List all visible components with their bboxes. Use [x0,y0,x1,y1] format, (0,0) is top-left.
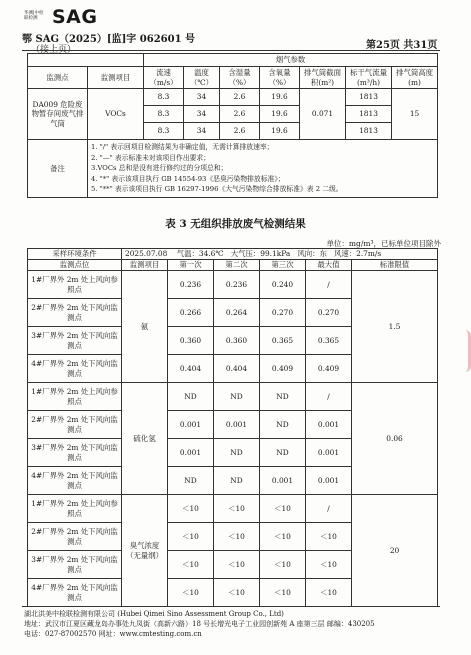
cell: / [306,495,352,523]
cell: 34 [184,123,220,140]
cell: ND [168,383,214,411]
note-line: 3.VOCs 总和是没有进行修约过的分项总和； [91,164,228,173]
cell: ND [260,411,306,439]
cell: 34 [184,89,220,106]
flue-group-header: 烟气参数 [144,54,438,67]
unit-note: 单位：mg/m³，已标单位项目除外 [326,239,441,248]
cell: 19.6 [260,123,300,140]
air-pressure: 大气压：99.1kPa [230,249,291,259]
company-logo: SAG [52,6,98,28]
standard-limit: 0.06 [352,383,438,495]
cell: ND [168,467,214,495]
monitoring-point: 2#厂界外 2m 处下风向监测点 [28,523,122,551]
cell: ＜10 [260,495,306,523]
cell: 0.266 [168,299,214,327]
cell: 2.6 [220,123,260,140]
cell: 0.409 [260,355,306,383]
note-line: 2. "—" 表示标准未对该项目作出要求； [91,153,211,162]
cell: 19.6 [260,89,300,106]
cell: / [306,271,352,299]
table-row [28,383,438,411]
col-header: 第二次 [214,260,260,271]
cell: 0.360 [214,327,260,355]
seal-stamp [458,330,471,372]
cell: ＜10 [260,523,306,551]
cell: 0.240 [260,271,306,299]
cell: 2.6 [220,89,260,106]
col-header: 第三次 [260,260,306,271]
cell: 0.264 [214,299,260,327]
cell: 1813 [346,123,392,140]
note-line: 4. "*" 表示该项目执行 GB 14554-93《恶臭污染物排放标准》； [91,174,285,183]
cell: 0.270 [260,299,306,327]
cell: 0.001 [260,467,306,495]
notes-label: 备注 [28,140,88,198]
wind-speed: 风速：2.7m/s [333,249,382,259]
cell: 0.001 [214,411,260,439]
conditions-label: 采样环境条件 [28,249,122,260]
cell: 1813 [346,89,392,106]
monitoring-point: 3#厂界外 2m 处下风向监测点 [28,327,122,355]
monitoring-point: 3#厂界外 2m 处下风向监测点 [28,551,122,579]
cell: 0.404 [168,355,214,383]
monitoring-item: 氨 [122,271,168,383]
col-header: 温度（℃） [184,67,220,89]
table3-body [28,271,438,607]
standard-limit: 20 [352,495,438,607]
page-number: 第25页 共31页 [366,40,438,51]
col-header: 最大值 [306,260,352,271]
monitoring-point: DA009 危险废物暂存间废气排气筒 [28,89,88,140]
cell: ND [260,439,306,467]
monitoring-point: 3#厂界外 2m 处下风向监测点 [28,439,122,467]
table3-title: 表 3 无组织排放废气检测结果 [165,218,306,230]
cell: 0.365 [306,327,352,355]
footer-company: 湖北洪美中检联检测有限公司 (Hubei Qimei Sino Assessment Group Co., Ltd) [24,610,284,618]
standard-limit: 1.5 [352,271,438,383]
cell: 8.3 [144,106,184,123]
continued-label: （接上页） [31,45,77,55]
table-row [28,495,438,523]
header-divider [22,50,440,51]
cell: 2.6 [220,106,260,123]
note-line: 1. "/" 表示回项目检测结果为非确定值，无需计算排放速率； [91,143,274,152]
cell: ＜10 [214,523,260,551]
cell: ＜10 [214,495,260,523]
col-header: 监测点位 [28,260,122,271]
flue-header-row [28,67,438,89]
footer-contact: 电话：027-87002570 网址：www.cmtesting.com.cn [24,630,202,638]
cell: 34 [184,106,220,123]
cell: ＜10 [306,523,352,551]
company-logo-text: 华测|中检联检测 [24,11,44,21]
cell: 0.236 [214,271,260,299]
monitoring-point: 4#厂界外 2m 处下风向监测点 [28,579,122,607]
stack-height: 15 [392,89,438,140]
monitoring-point: 4#厂界外 2m 处下风向监测点 [28,355,122,383]
col-header: 监测项目 [88,67,144,89]
cell: 0.001 [306,411,352,439]
cell: / [306,383,352,411]
col-header: 监测点 [28,67,88,89]
cell: ＜10 [306,579,352,607]
monitoring-point: 2#厂界外 2m 处下风向监测点 [28,411,122,439]
monitoring-item: 硫化氢 [122,383,168,495]
monitoring-item: VOCs [88,89,144,140]
wind-direction: 风向：东 [297,249,327,259]
monitoring-point: 2#厂界外 2m 处下风向监测点 [28,299,122,327]
report-number: 鄂 SAG（2025）[监]字 062601 号 [22,34,196,45]
cell: 0.360 [168,327,214,355]
cell: ＜10 [168,495,214,523]
footer-address: 地址：武汉市江夏区藏龙岛办事处九凤街（高新六路）18 号长增光电子工业园创新苑 A 座第三层 邮编：430205 [24,620,375,628]
cell: ND [214,439,260,467]
stack-area: 0.071 [300,89,346,140]
cell: 0.404 [214,355,260,383]
cell: ＜10 [260,551,306,579]
cell: 0.001 [306,439,352,467]
cell: 1813 [346,106,392,123]
cell: 19.6 [260,106,300,123]
monitoring-point: 1#厂界外 2m 处上风向参照点 [28,495,122,523]
col-header: 监测项目 [122,260,168,271]
footer-divider [22,606,440,607]
notes-block [88,140,438,198]
conditions-values [122,249,438,260]
cell: 8.3 [144,123,184,140]
cell: 0.236 [168,271,214,299]
cell: ＜10 [168,579,214,607]
flue-gas-table [27,53,438,198]
cell: ＜10 [168,523,214,551]
conditions-row [28,249,438,260]
cell: 0.001 [168,411,214,439]
cell: ＜10 [260,579,306,607]
note-line: 5. "**" 表示该项目执行 GB 16297-1996《大气污染物综合排放标准》表 2 二级。 [91,185,343,194]
cell: 0.409 [306,355,352,383]
cell: ND [214,467,260,495]
cell: ＜10 [214,551,260,579]
cell: 8.3 [144,89,184,106]
cell: 0.365 [260,327,306,355]
cell: ND [214,383,260,411]
col-header: 标准限值 [352,260,438,271]
col-header: 含氧量（%） [260,67,300,89]
monitoring-point: 4#厂界外 2m 处下风向监测点 [28,467,122,495]
air-temp: 气温：34.6℃ [176,249,224,259]
cell: ND [260,383,306,411]
col-header: 流速（m/s） [144,67,184,89]
cell: ＜10 [214,579,260,607]
fugitive-emission-table [27,248,438,607]
table-row [28,89,438,106]
monitoring-item: 臭气浓度（无量纲） [122,495,168,607]
cell: ＜10 [306,551,352,579]
cell: 0.001 [168,439,214,467]
col-header: 含湿量（%） [220,67,260,89]
col-header: 排气筒高度(m) [392,67,438,89]
monitoring-point: 1#厂界外 2m 处上风向参照点 [28,383,122,411]
col-header: 标干气流量(m³/h) [346,67,392,89]
cell: 0.270 [306,299,352,327]
monitoring-point: 1#厂界外 2m 处上风向参照点 [28,271,122,299]
table-row [28,271,438,299]
cell: 0.001 [306,467,352,495]
table3-header-row [28,260,438,271]
col-header: 排气筒截面积(m²) [300,67,346,89]
sampling-date: 2025.07.08 [125,249,168,259]
cell: ＜10 [168,551,214,579]
col-header: 第一次 [168,260,214,271]
